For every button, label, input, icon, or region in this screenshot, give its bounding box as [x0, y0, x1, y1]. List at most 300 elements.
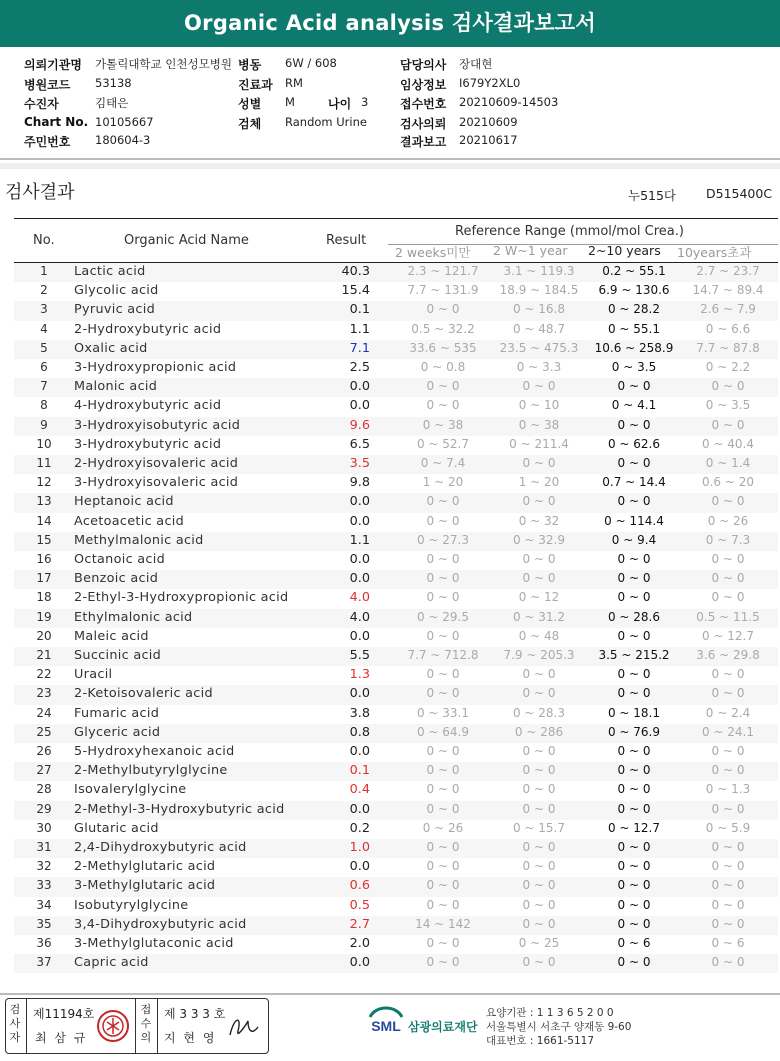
row-ref-2weeks: 0 ~ 0	[426, 897, 460, 912]
row-result: 2.0	[349, 936, 370, 951]
signature-icon	[224, 1011, 264, 1043]
patient-value: 김태은	[95, 96, 129, 110]
section-code-1: 누515다	[628, 188, 677, 203]
row-name: Glyceric acid	[74, 724, 161, 740]
report-value: 20210617	[459, 133, 518, 147]
row-ref-2weeks: 2.3 ~ 121.7	[407, 264, 479, 278]
table-row	[14, 609, 778, 628]
row-name: 3-Hydroxyisovaleric acid	[74, 475, 239, 491]
row-ref-over10: 0 ~ 0	[711, 801, 745, 816]
receipt-label: 접수번호	[400, 97, 447, 111]
row-name: Benzoic acid	[74, 571, 159, 587]
row-ref-2weeks: 0 ~ 0	[426, 744, 460, 758]
row-ref-2weeks: 0 ~ 52.7	[416, 436, 470, 451]
row-ref-1year: 3.1 ~ 119.3	[503, 264, 575, 278]
row-ref-10years: 0 ~ 4.1	[611, 398, 657, 413]
row-result: 0.0	[349, 513, 370, 529]
row-name: Methylmalonic acid	[74, 532, 204, 548]
row-name: 4-Hydroxybutyric acid	[74, 398, 222, 414]
row-ref-2weeks: 0 ~ 0	[426, 398, 460, 413]
row-ref-10years: 0 ~ 0	[617, 571, 651, 586]
table-row	[14, 877, 778, 896]
row-no: 27	[36, 763, 52, 778]
table-row	[14, 666, 778, 685]
table-row	[14, 781, 778, 800]
examiner-no: 제11194호	[33, 1007, 95, 1021]
row-ref-1year: 0 ~ 0	[522, 782, 556, 797]
row-no: 22	[36, 667, 52, 682]
row-result: 40.3	[341, 264, 370, 279]
doctor-label: 담당의사	[400, 58, 447, 72]
row-ref-10years: 0 ~ 55.1	[607, 321, 661, 336]
row-ref-2weeks: 7.7 ~ 712.8	[407, 648, 479, 662]
row-result: 2.5	[349, 360, 370, 375]
row-ref-10years: 0 ~ 0	[617, 878, 651, 893]
request-label: 검사의뢰	[400, 117, 447, 131]
row-name: 3-Hydroxypropionic acid	[74, 360, 237, 375]
row-result: 0.0	[349, 398, 370, 414]
row-result: 15.4	[341, 283, 370, 299]
table-row	[14, 301, 778, 320]
table-row	[14, 724, 778, 743]
row-ref-10years: 0 ~ 76.9	[607, 724, 661, 739]
row-ref-2weeks: 0 ~ 0	[426, 859, 460, 874]
row-ref-over10: 0 ~ 0	[711, 590, 745, 605]
row-no: 2	[40, 283, 48, 298]
header-r2: 2 W~1 year	[493, 243, 568, 258]
age-label: 나이	[328, 97, 352, 111]
row-ref-10years: 0 ~ 0	[617, 782, 651, 797]
row-no: 29	[36, 801, 52, 816]
confirmer-no: 제 3 3 3 호	[164, 1007, 226, 1021]
row-result: 3.8	[349, 705, 370, 721]
footer-divider	[0, 993, 780, 995]
row-ref-10years: 0 ~ 6	[617, 936, 651, 950]
row-result: 0.0	[349, 628, 370, 644]
row-ref-10years: 0 ~ 0	[617, 840, 651, 854]
table-row	[14, 455, 778, 474]
row-ref-1year: 0 ~ 0	[522, 744, 556, 758]
table-row	[14, 743, 778, 762]
table-row	[14, 801, 778, 820]
table-row	[14, 359, 778, 378]
row-no: 19	[36, 609, 52, 624]
row-result: 1.1	[349, 321, 370, 337]
row-no: 34	[36, 897, 52, 912]
row-ref-1year: 7.9 ~ 205.3	[503, 648, 575, 662]
row-ref-10years: 0 ~ 12.7	[607, 820, 661, 835]
ward-label: 병동	[238, 58, 262, 72]
row-ref-1year: 0 ~ 31.2	[512, 609, 566, 624]
section-title: 검사결과	[5, 182, 75, 203]
row-no: 12	[36, 475, 52, 490]
row-result: 5.5	[349, 648, 370, 663]
row-no: 9	[40, 417, 48, 432]
row-ref-10years: 0 ~ 0	[617, 763, 651, 778]
table-row	[14, 839, 778, 858]
row-ref-2weeks: 0 ~ 0	[426, 302, 460, 317]
row-no: 21	[36, 648, 52, 662]
row-name: Oxalic acid	[74, 340, 148, 356]
row-ref-2weeks: 0.5 ~ 32.2	[411, 321, 475, 336]
row-ref-over10: 0 ~ 2.4	[705, 705, 751, 720]
row-result: 9.8	[349, 475, 370, 491]
row-no: 13	[36, 494, 52, 509]
id-value: 180604-3	[95, 133, 151, 147]
row-no: 8	[40, 398, 48, 413]
row-name: 2-Hydroxybutyric acid	[74, 321, 222, 337]
row-name: Fumaric acid	[74, 705, 160, 721]
row-name: Pyruvic acid	[74, 302, 156, 318]
row-result: 0.8	[349, 724, 370, 740]
row-name: 5-Hydroxyhexanoic acid	[74, 744, 235, 759]
row-ref-10years: 0 ~ 3.5	[611, 360, 657, 374]
row-result: 9.6	[349, 417, 370, 433]
row-ref-10years: 0 ~ 0	[617, 494, 651, 509]
row-result: 0.0	[349, 955, 370, 971]
row-name: 3-Methylglutaric acid	[74, 878, 216, 894]
row-ref-1year: 0 ~ 16.8	[512, 302, 566, 317]
row-ref-2weeks: 0 ~ 26	[422, 820, 464, 835]
row-ref-2weeks: 0 ~ 29.5	[416, 609, 470, 624]
table-row	[14, 263, 778, 282]
row-ref-10years: 6.9 ~ 130.6	[598, 283, 670, 298]
row-ref-10years: 0 ~ 0	[617, 859, 651, 874]
row-ref-10years: 0.7 ~ 14.4	[602, 475, 666, 490]
row-ref-1year: 0 ~ 38	[518, 417, 560, 432]
row-no: 30	[36, 820, 52, 835]
confirmer-name: 지 현 영	[164, 1031, 217, 1045]
row-name: Glycolic acid	[74, 283, 159, 299]
header-r3: 2~10 years	[588, 243, 661, 258]
row-ref-2weeks: 7.7 ~ 131.9	[407, 283, 479, 298]
row-ref-over10: 0 ~ 12.7	[701, 628, 755, 643]
row-ref-over10: 0.5 ~ 11.5	[696, 609, 760, 624]
chart-label: Chart No.	[24, 115, 89, 129]
row-ref-2weeks: 0 ~ 0	[426, 878, 460, 893]
row-ref-1year: 0 ~ 0	[522, 763, 556, 778]
row-no: 17	[36, 571, 52, 586]
row-ref-2weeks: 0 ~ 0	[426, 686, 460, 701]
row-no: 28	[36, 782, 52, 797]
row-ref-1year: 0 ~ 15.7	[512, 820, 566, 835]
row-ref-over10: 14.7 ~ 89.4	[692, 283, 764, 298]
row-name: 3,4-Dihydroxybutyric acid	[74, 916, 247, 932]
row-no: 6	[40, 360, 48, 374]
table-row	[14, 417, 778, 436]
row-name: 3-Methylglutaconic acid	[74, 936, 234, 951]
row-ref-1year: 0 ~ 48.7	[512, 321, 566, 336]
table-row	[14, 321, 778, 340]
row-name: 2-Methylbutyrylglycine	[74, 763, 228, 779]
table-row	[14, 762, 778, 781]
row-ref-over10: 0 ~ 6.6	[705, 321, 751, 336]
row-result: 4.0	[349, 590, 370, 606]
row-ref-1year: 0 ~ 211.4	[509, 436, 569, 451]
table-row	[14, 954, 778, 973]
address: 서울특별시 서초구 양재동 9-60	[486, 1021, 632, 1033]
row-no: 3	[40, 302, 48, 317]
row-name: Succinic acid	[74, 648, 162, 663]
row-result: 0.4	[349, 782, 370, 798]
ward-value: 6W / 608	[285, 56, 337, 70]
row-name: Glutaric acid	[74, 820, 159, 836]
row-ref-10years: 0 ~ 0	[617, 379, 651, 394]
row-name: Maleic acid	[74, 628, 149, 644]
header-no: No.	[33, 233, 55, 248]
row-ref-1year: 0 ~ 25	[518, 936, 560, 950]
row-result: 0.0	[349, 379, 370, 395]
row-ref-1year: 0 ~ 286	[514, 724, 564, 739]
row-ref-over10: 0 ~ 0	[711, 916, 745, 931]
row-ref-2weeks: 0 ~ 0	[426, 552, 460, 566]
dept-label: 진료과	[238, 78, 273, 92]
row-no: 7	[40, 379, 48, 394]
confirmer-label: 접수의	[140, 1003, 152, 1044]
row-ref-1year: 0 ~ 32	[518, 513, 560, 528]
table-row	[14, 474, 778, 493]
patient-info	[0, 54, 780, 154]
sml-logo-icon	[366, 1003, 406, 1039]
row-ref-1year: 0 ~ 32.9	[512, 532, 566, 547]
row-name: 2-Hydroxyisovaleric acid	[74, 456, 239, 471]
row-ref-1year: 0 ~ 0	[522, 916, 556, 931]
row-no: 24	[36, 705, 52, 720]
row-result: 6.5	[349, 436, 370, 452]
row-ref-1year: 0 ~ 28.3	[512, 705, 566, 720]
row-ref-over10: 0 ~ 26	[707, 513, 749, 528]
row-result: 0.0	[349, 552, 370, 567]
row-ref-over10: 0 ~ 5.9	[705, 820, 751, 835]
row-no: 36	[36, 936, 52, 950]
row-ref-over10: 0 ~ 0	[711, 379, 745, 394]
row-ref-2weeks: 0 ~ 0	[426, 667, 460, 682]
foundation-name: 삼광의료재단	[408, 1020, 478, 1034]
row-ref-2weeks: 33.6 ~ 535	[409, 340, 477, 355]
row-ref-over10: 0 ~ 0	[711, 878, 745, 893]
row-ref-10years: 0 ~ 0	[617, 744, 651, 758]
section-code-2: D515400C	[706, 186, 773, 201]
row-ref-2weeks: 0 ~ 33.1	[416, 705, 470, 720]
header-result: Result	[326, 233, 367, 248]
row-ref-1year: 18.9 ~ 184.5	[499, 283, 579, 298]
row-no: 10	[36, 436, 52, 451]
row-ref-10years: 0.2 ~ 55.1	[602, 264, 666, 278]
row-ref-10years: 0 ~ 114.4	[604, 513, 664, 528]
row-name: 2-Methylglutaric acid	[74, 859, 216, 875]
row-result: 1.1	[349, 532, 370, 548]
row-result: 0.0	[349, 686, 370, 702]
row-ref-2weeks: 14 ~ 142	[415, 916, 471, 931]
row-ref-over10: 2.7 ~ 23.7	[696, 264, 760, 278]
table-row	[14, 897, 778, 916]
row-ref-1year: 0 ~ 0	[522, 801, 556, 816]
row-ref-1year: 23.5 ~ 475.3	[499, 340, 579, 355]
receipt-value: 20210609-14503	[459, 95, 559, 109]
row-ref-1year: 0 ~ 0	[522, 456, 556, 470]
table-row	[14, 820, 778, 839]
row-no: 23	[36, 686, 52, 701]
row-name: Octanoic acid	[74, 552, 166, 567]
row-ref-over10: 0 ~ 0	[711, 686, 745, 701]
request-value: 20210609	[459, 115, 518, 129]
row-name: 3-Hydroxyisobutyric acid	[74, 417, 241, 433]
row-ref-2weeks: 0 ~ 27.3	[416, 532, 470, 547]
row-ref-1year: 0 ~ 0	[522, 379, 556, 394]
row-ref-10years: 0 ~ 9.4	[611, 532, 657, 547]
row-ref-10years: 0 ~ 0	[617, 590, 651, 605]
row-ref-1year: 0 ~ 3.3	[516, 360, 562, 374]
row-ref-over10: 0 ~ 0	[711, 763, 745, 778]
divider-band	[0, 163, 780, 169]
row-ref-10years: 0 ~ 0	[617, 456, 651, 470]
row-ref-over10: 0 ~ 1.3	[705, 782, 751, 797]
row-result: 3.5	[349, 456, 370, 471]
age-value: 3	[361, 95, 369, 109]
seal-icon	[96, 1008, 130, 1044]
row-ref-over10: 0 ~ 0	[711, 955, 745, 970]
row-ref-10years: 0 ~ 28.6	[607, 609, 661, 624]
row-ref-over10: 0 ~ 3.5	[705, 398, 751, 413]
dept-value: RM	[285, 76, 303, 90]
row-ref-over10: 0 ~ 6	[711, 936, 745, 950]
row-no: 33	[36, 878, 52, 893]
row-no: 32	[36, 859, 52, 874]
row-ref-2weeks: 0 ~ 0.8	[420, 360, 466, 374]
row-ref-over10: 0 ~ 0	[711, 744, 745, 758]
phone: 대표번호 : 1661-5117	[486, 1035, 595, 1047]
row-ref-1year: 0 ~ 0	[522, 494, 556, 509]
row-ref-10years: 0 ~ 62.6	[607, 436, 661, 451]
row-ref-10years: 0 ~ 28.2	[607, 302, 661, 317]
row-no: 15	[36, 532, 52, 547]
table-row	[14, 493, 778, 512]
row-name: 2-Methyl-3-Hydroxybutyric acid	[74, 801, 285, 817]
row-no: 26	[36, 744, 52, 758]
row-no: 35	[36, 916, 52, 931]
table-row	[14, 436, 778, 455]
row-ref-10years: 10.6 ~ 258.9	[594, 340, 674, 355]
divider	[0, 158, 780, 160]
institution-value: 가톨릭대학교 인천성모병원	[95, 57, 232, 71]
row-name: Heptanoic acid	[74, 494, 174, 510]
id-label: 주민번호	[24, 135, 71, 149]
table-row	[14, 589, 778, 608]
row-ref-10years: 0 ~ 0	[617, 801, 651, 816]
doctor-value: 장대현	[459, 57, 493, 71]
row-result: 0.0	[349, 801, 370, 817]
row-ref-2weeks: 0 ~ 0	[426, 763, 460, 778]
row-result: 0.2	[349, 820, 370, 836]
row-ref-2weeks: 0 ~ 0	[426, 379, 460, 394]
row-result: 4.0	[349, 609, 370, 625]
row-ref-10years: 0 ~ 0	[617, 667, 651, 682]
table-row	[14, 282, 778, 301]
row-result: 0.0	[349, 859, 370, 875]
row-ref-2weeks: 0 ~ 0	[426, 628, 460, 643]
table-row	[14, 570, 778, 589]
row-result: 0.0	[349, 571, 370, 587]
examiner-name: 최 삼 규	[35, 1031, 88, 1045]
row-ref-2weeks: 0 ~ 0	[426, 494, 460, 509]
patient-label: 수진자	[24, 97, 59, 111]
row-name: Malonic acid	[74, 379, 158, 395]
row-ref-over10: 0 ~ 0	[711, 417, 745, 432]
row-ref-over10: 0 ~ 0	[711, 897, 745, 912]
row-ref-10years: 0 ~ 0	[617, 955, 651, 970]
care-code: 요양기관 : 1 1 3 6 5 2 0 0	[486, 1007, 614, 1019]
table-row	[14, 628, 778, 647]
row-name: Isovalerylglycine	[74, 782, 187, 798]
row-result: 0.1	[349, 763, 370, 779]
row-ref-over10: 0 ~ 24.1	[701, 724, 755, 739]
specimen-value: Random Urine	[285, 115, 367, 129]
hospital-code-value: 53138	[95, 76, 132, 90]
row-name: 2,4-Dihydroxybutyric acid	[74, 840, 247, 855]
row-name: Lactic acid	[74, 264, 146, 279]
row-ref-over10: 0 ~ 40.4	[701, 436, 755, 451]
row-ref-10years: 0 ~ 0	[617, 628, 651, 643]
row-ref-2weeks: 0 ~ 0	[426, 590, 460, 605]
row-ref-over10: 0 ~ 2.2	[705, 360, 751, 374]
row-ref-over10: 0 ~ 0	[711, 667, 745, 682]
table-row	[14, 685, 778, 704]
table-row	[14, 340, 778, 359]
table-row	[14, 858, 778, 877]
row-result: 0.6	[349, 878, 370, 894]
row-no: 31	[36, 840, 52, 854]
table-row	[14, 513, 778, 532]
row-ref-10years: 0 ~ 0	[617, 686, 651, 701]
row-ref-10years: 3.5 ~ 215.2	[598, 648, 670, 662]
row-ref-1year: 0 ~ 0	[522, 840, 556, 854]
row-ref-10years: 0 ~ 0	[617, 417, 651, 432]
row-ref-1year: 0 ~ 0	[522, 955, 556, 970]
row-ref-2weeks: 0 ~ 0	[426, 936, 460, 950]
row-ref-10years: 0 ~ 18.1	[607, 705, 661, 720]
table-row	[14, 647, 778, 666]
row-ref-1year: 0 ~ 0	[522, 667, 556, 682]
row-name: 2-Ethyl-3-Hydroxypropionic acid	[74, 590, 289, 606]
row-no: 1	[40, 264, 48, 278]
row-ref-2weeks: 0 ~ 0	[426, 571, 460, 586]
row-ref-2weeks: 1 ~ 20	[422, 475, 464, 490]
institution-label: 의뢰기관명	[24, 58, 82, 72]
row-ref-over10: 3.6 ~ 29.8	[696, 648, 760, 662]
table-row	[14, 532, 778, 551]
row-no: 5	[40, 340, 48, 355]
row-result: 0.0	[349, 494, 370, 510]
row-name: Uracil	[74, 667, 113, 683]
row-result: 0.1	[349, 302, 370, 318]
row-ref-1year: 0 ~ 48	[518, 628, 560, 643]
header-r1: 2 weeks미만	[395, 245, 471, 260]
sex-value: M	[285, 95, 295, 109]
row-ref-1year: 0 ~ 0	[522, 897, 556, 912]
row-name: 3-Hydroxybutyric acid	[74, 436, 222, 452]
sml-logo-text: SML	[371, 1018, 401, 1034]
clinical-value: I679Y2XL0	[459, 76, 521, 90]
examiner-label: 검사자	[9, 1003, 21, 1044]
row-no: 20	[36, 628, 52, 643]
row-ref-over10: 0 ~ 0	[711, 494, 745, 509]
row-result: 1.0	[349, 840, 370, 855]
row-ref-1year: 0 ~ 0	[522, 571, 556, 586]
row-name: Ethylmalonic acid	[74, 609, 193, 625]
row-ref-2weeks: 0 ~ 7.4	[420, 456, 466, 470]
row-ref-2weeks: 0 ~ 0	[426, 955, 460, 970]
row-ref-over10: 0 ~ 0	[711, 840, 745, 854]
